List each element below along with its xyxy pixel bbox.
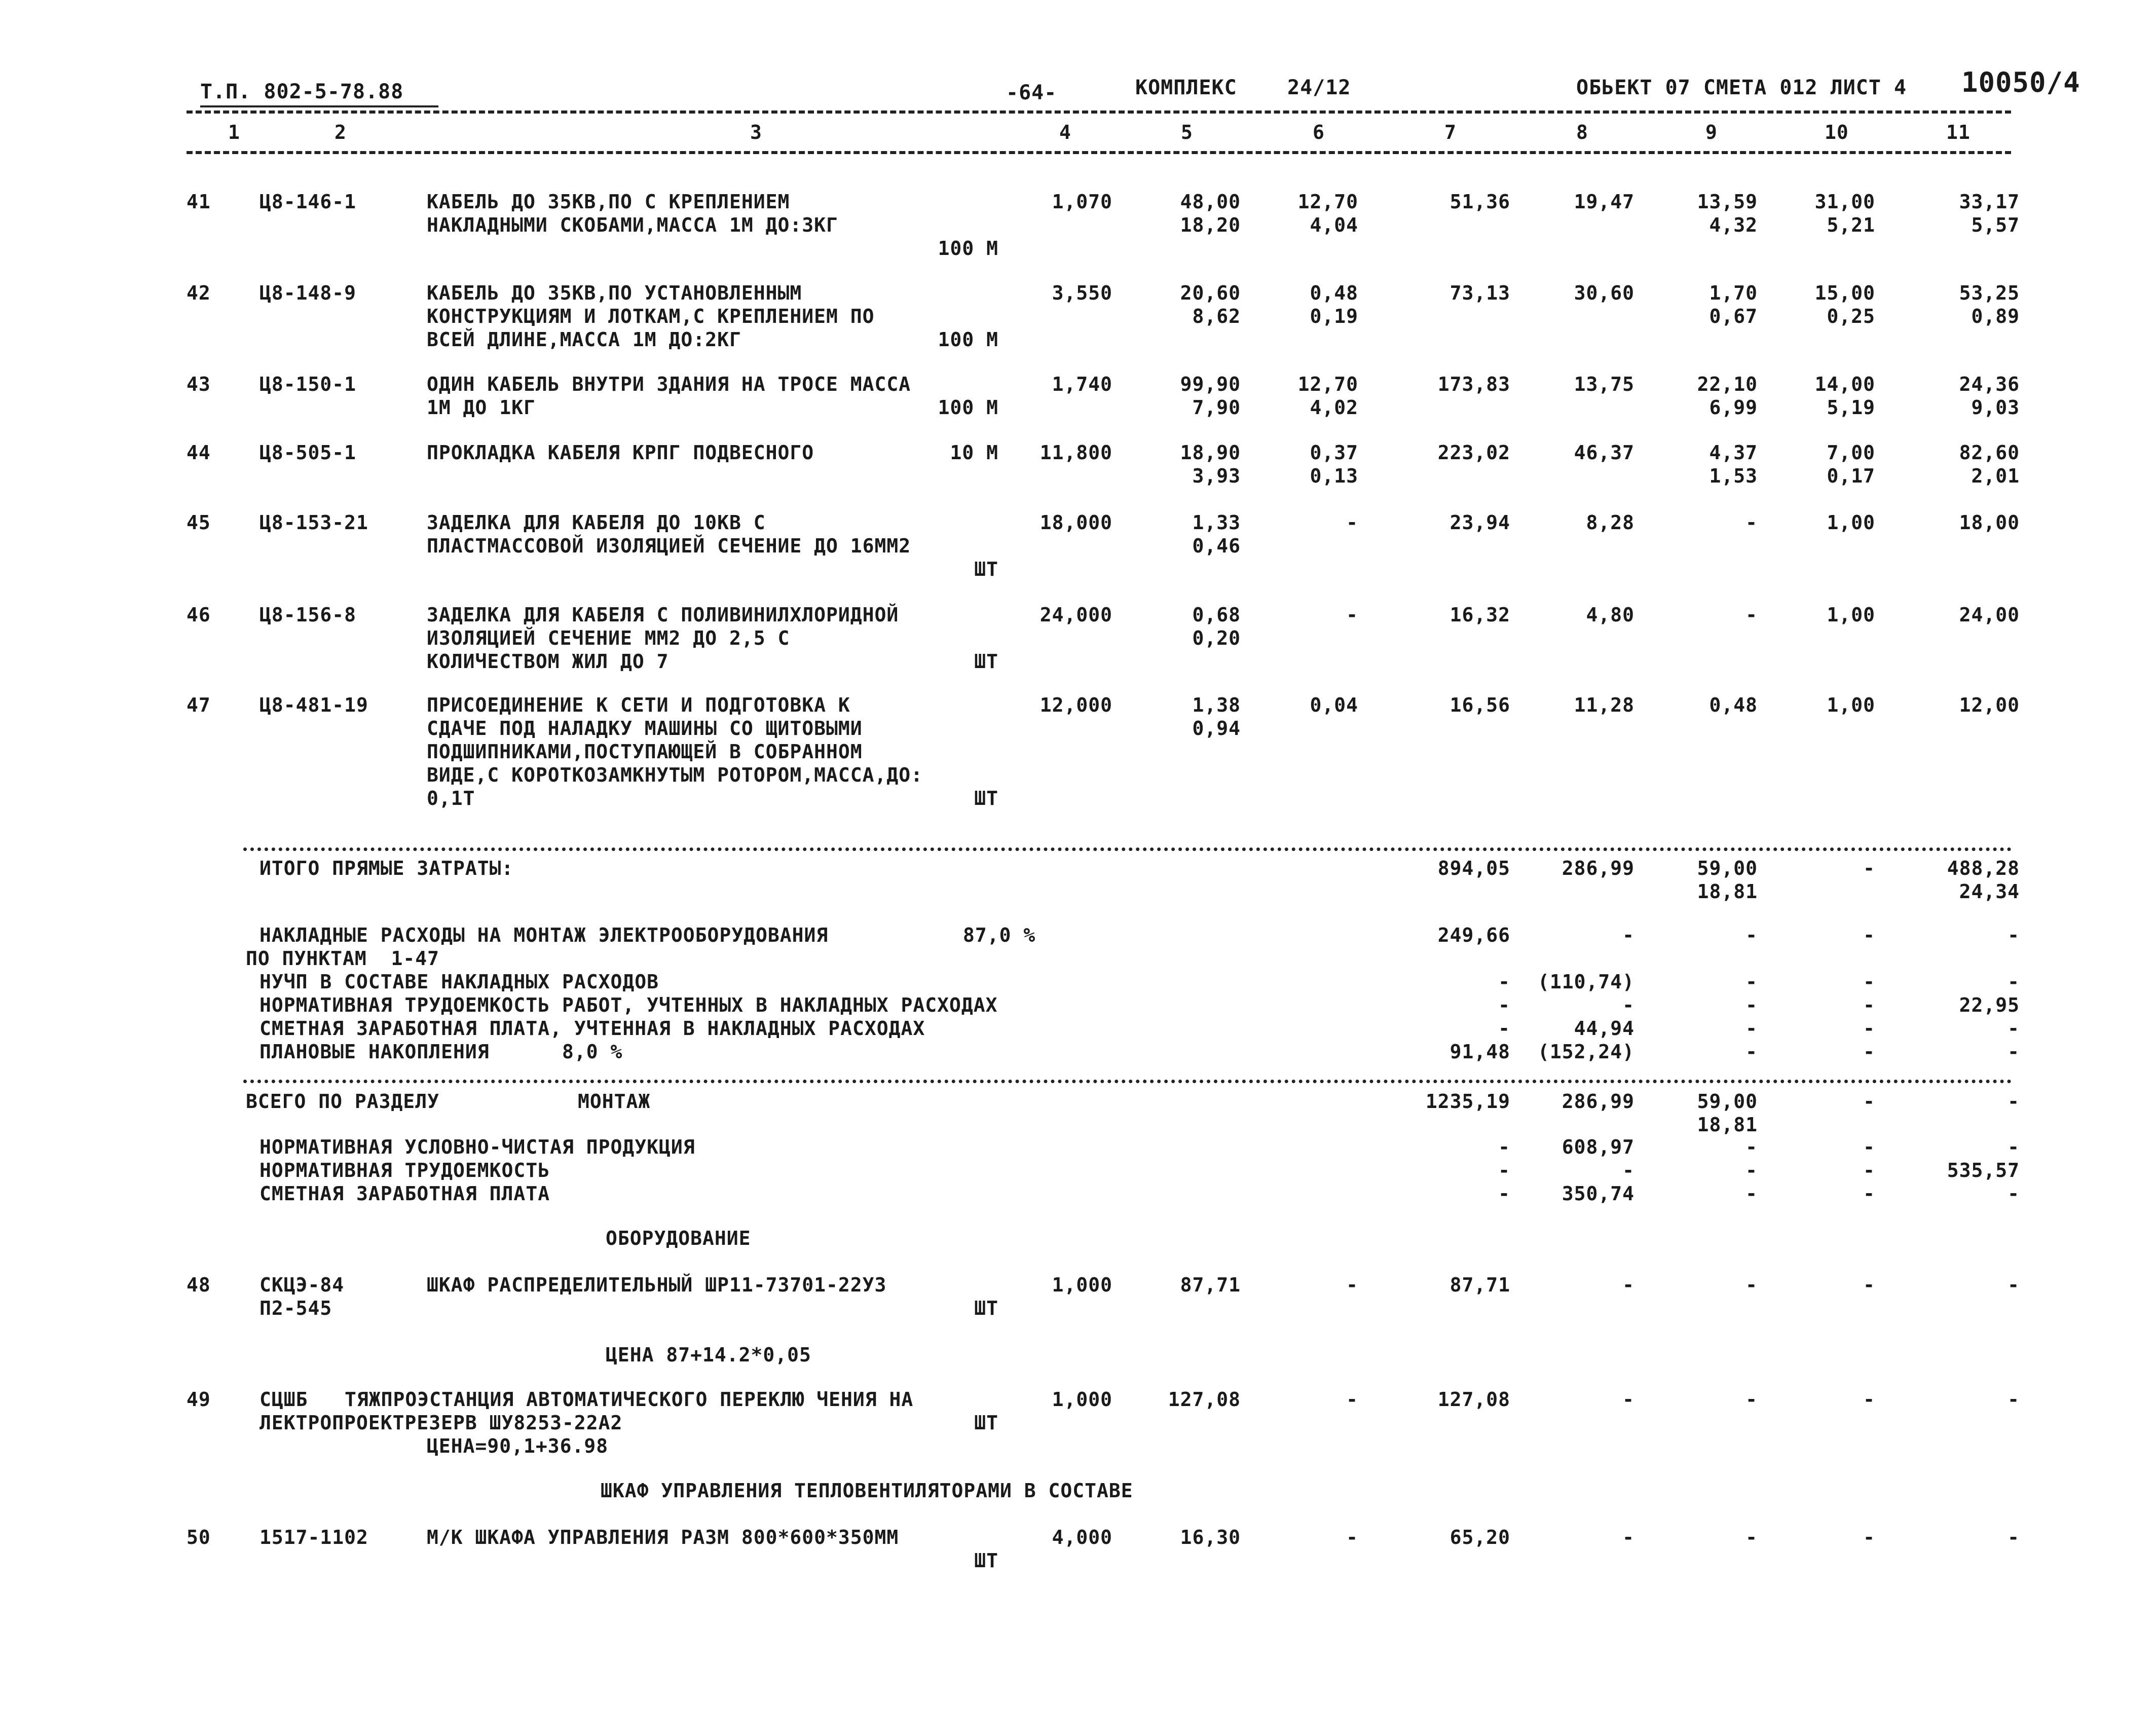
work-description: ИЗОЛЯЦИЕЙ СЕЧЕНИЕ ММ2 ДО 2,5 С bbox=[427, 627, 790, 649]
value-c8: 13,75 bbox=[1574, 373, 1634, 395]
overhead-sub-c7: - bbox=[1498, 994, 1510, 1016]
column-header-5: 5 bbox=[1181, 121, 1193, 143]
column-header-1: 1 bbox=[228, 121, 240, 143]
overhead-c10: - bbox=[1863, 924, 1875, 946]
work-description: КАБЕЛЬ ДО 35КВ,ПО С КРЕПЛЕНИЕМ bbox=[427, 191, 790, 213]
rate-code-line2: П2-545 bbox=[259, 1297, 332, 1319]
equip49-c4: 1,000 bbox=[1052, 1388, 1112, 1411]
equipment-description: М/К ШКАФА УПРАВЛЕНИЯ РАЗМ 800*600*350ММ bbox=[427, 1526, 899, 1548]
work-description: ЗАДЕЛКА ДЛЯ КАБЕЛЯ С ПОЛИВИНИЛХЛОРИДНОЙ bbox=[427, 604, 899, 626]
overhead-sub-c7: - bbox=[1498, 971, 1510, 993]
overhead-c11: - bbox=[2008, 924, 2020, 946]
section-sub-c11: - bbox=[2008, 1183, 2020, 1205]
value-c5: 1,33 bbox=[1192, 511, 1241, 534]
column-header-9: 9 bbox=[1705, 121, 1718, 143]
equipment-description-line2: ЛЕКТРОПРОЕКТРЕЗЕРВ ШУ8253-22А2 bbox=[259, 1412, 623, 1434]
value-c10: 15,00 bbox=[1814, 282, 1875, 304]
overhead-sub-c8: 44,94 bbox=[1574, 1017, 1634, 1040]
sheet-stamp: 10050/4 bbox=[1961, 66, 2080, 98]
value-c10: 0,25 bbox=[1827, 305, 1875, 327]
equip50-c10: - bbox=[1863, 1526, 1875, 1548]
totals-divider bbox=[243, 847, 2012, 851]
value-c11: 9,03 bbox=[1971, 396, 2020, 419]
column-header-7: 7 bbox=[1444, 121, 1457, 143]
overhead-c7: 249,66 bbox=[1437, 924, 1510, 946]
row-number: 42 bbox=[187, 282, 211, 304]
equip48-c6: - bbox=[1346, 1274, 1358, 1296]
equip48-c7: 87,71 bbox=[1450, 1274, 1510, 1296]
overhead-label: НАКЛАДНЫЕ РАСХОДЫ НА МОНТАЖ ЭЛЕКТРООБОРУДОВАНИЯ bbox=[259, 924, 829, 946]
value-c7: 223,02 bbox=[1437, 441, 1510, 464]
value-c5: 0,46 bbox=[1192, 535, 1241, 557]
unit-of-measure: 10 М bbox=[950, 441, 998, 464]
object-info: ОБЬЕКТ 07 СМЕТА 012 ЛИСТ 4 bbox=[1576, 76, 1907, 99]
rate-code: Ц8-505-1 bbox=[259, 441, 357, 464]
value-c10: 5,21 bbox=[1827, 214, 1875, 236]
work-description: 0,1Т bbox=[427, 787, 475, 809]
row-number: 44 bbox=[187, 441, 211, 464]
column-header-2: 2 bbox=[335, 121, 347, 143]
quantity: 3,550 bbox=[1052, 282, 1112, 304]
section-sub-c9: - bbox=[1745, 1159, 1758, 1181]
work-description: КАБЕЛЬ ДО 35КВ,ПО УСТАНОВЛЕННЫМ bbox=[427, 282, 802, 304]
column-header-10: 10 bbox=[1825, 121, 1849, 143]
value-c9: 4,32 bbox=[1709, 214, 1758, 236]
unit-of-measure: ШТ bbox=[974, 1549, 998, 1572]
section-c10: - bbox=[1863, 1090, 1875, 1113]
overhead-c9: - bbox=[1745, 924, 1758, 946]
section-sub-c10: - bbox=[1863, 1159, 1875, 1181]
value-c11: 2,01 bbox=[1971, 465, 2020, 487]
equip50-c4: 4,000 bbox=[1052, 1526, 1112, 1548]
value-c9: - bbox=[1745, 604, 1758, 626]
overhead-sub-c9: - bbox=[1745, 1041, 1758, 1063]
column-header-8: 8 bbox=[1576, 121, 1588, 143]
overhead-sub-c9: - bbox=[1745, 971, 1758, 993]
unit-of-measure: ШТ bbox=[974, 787, 998, 809]
complex-label: КОМПЛЕКС bbox=[1135, 76, 1237, 99]
quantity: 24,000 bbox=[1039, 604, 1112, 626]
equip49-c9: - bbox=[1745, 1388, 1758, 1411]
work-description: НАКЛАДНЫМИ СКОБАМИ,МАССА 1М ДО:3КГ bbox=[427, 214, 838, 236]
value-c10: 7,00 bbox=[1827, 441, 1875, 464]
value-c6: - bbox=[1346, 511, 1358, 534]
value-c11: 0,89 bbox=[1971, 305, 2020, 327]
work-description: ПЛАСТМАССОВОЙ ИЗОЛЯЦИЕЙ СЕЧЕНИЕ ДО 16ММ2 bbox=[427, 535, 911, 557]
value-c9: 1,70 bbox=[1709, 282, 1758, 304]
value-c11: 82,60 bbox=[1959, 441, 2020, 464]
column-header-6: 6 bbox=[1313, 121, 1325, 143]
quantity: 11,800 bbox=[1039, 441, 1112, 464]
equip50-c7: 65,20 bbox=[1450, 1526, 1510, 1548]
overhead-sub-c8: - bbox=[1622, 994, 1634, 1016]
value-c6: 0,19 bbox=[1310, 305, 1358, 327]
rate-code: Ц8-156-8 bbox=[259, 604, 357, 626]
unit-of-measure: 100 М bbox=[938, 328, 998, 351]
direct-c10: - bbox=[1863, 857, 1875, 879]
equip49-c6: - bbox=[1346, 1388, 1358, 1411]
value-c9: 4,37 bbox=[1709, 441, 1758, 464]
direct-c9: 59,00 bbox=[1697, 857, 1758, 879]
value-c7: 23,94 bbox=[1450, 511, 1510, 534]
equip50-c9: - bbox=[1745, 1526, 1758, 1548]
value-c6: 0,13 bbox=[1310, 465, 1358, 487]
rate-code: Ц8-150-1 bbox=[259, 373, 357, 395]
page-number: -64- bbox=[1006, 81, 1057, 104]
value-c10: 5,19 bbox=[1827, 396, 1875, 419]
section-sub-c7: - bbox=[1498, 1159, 1510, 1181]
value-c10: 1,00 bbox=[1827, 694, 1875, 716]
section-total-label: ВСЕГО ПО РАЗДЕЛУ bbox=[246, 1090, 440, 1113]
section-divider bbox=[243, 1080, 2012, 1083]
value-c7: 173,83 bbox=[1437, 373, 1510, 395]
direct-c8: 286,99 bbox=[1562, 857, 1634, 879]
value-c6: 4,04 bbox=[1310, 214, 1358, 236]
overhead-sub-c9: - bbox=[1745, 994, 1758, 1016]
equip49-c8: - bbox=[1622, 1388, 1634, 1411]
quantity: 1,070 bbox=[1052, 191, 1112, 213]
equipment-group-heading: ШКАФ УПРАВЛЕНИЯ ТЕПЛОВЕНТИЛЯТОРАМИ В СОСТАВЕ bbox=[601, 1480, 1133, 1502]
value-c5: 0,20 bbox=[1192, 627, 1241, 649]
value-c11: 5,57 bbox=[1971, 214, 2020, 236]
overhead-items-range: ПО ПУНКТАМ 1-47 bbox=[246, 947, 440, 970]
overhead-percent: 87,0 % bbox=[963, 924, 1036, 946]
value-c11: 53,25 bbox=[1959, 282, 2020, 304]
rate-code: Ц8-481-19 bbox=[259, 694, 368, 716]
equip48-c10: - bbox=[1863, 1274, 1875, 1296]
value-c11: 18,00 bbox=[1959, 511, 2020, 534]
value-c6: - bbox=[1346, 604, 1358, 626]
value-c10: 1,00 bbox=[1827, 604, 1875, 626]
value-c5: 20,60 bbox=[1180, 282, 1241, 304]
overhead-sub-label: НУЧП В СОСТАВЕ НАКЛАДНЫХ РАСХОДОВ bbox=[259, 971, 659, 993]
work-description: ЗАДЕЛКА ДЛЯ КАБЕЛЯ ДО 10КВ С bbox=[427, 511, 766, 534]
complex-value: 24/12 bbox=[1287, 76, 1351, 99]
section-sub-c11: - bbox=[2008, 1136, 2020, 1158]
section-sub-c8: 608,97 bbox=[1562, 1136, 1634, 1158]
equip50-c5: 16,30 bbox=[1180, 1526, 1241, 1548]
overhead-sub-label: НОРМАТИВНАЯ ТРУДОЕМКОСТЬ РАБОТ, УЧТЕННЫХ В НАКЛАДНЫХ РАСХОДАХ bbox=[259, 994, 998, 1016]
header-rule-bottom bbox=[187, 151, 2011, 154]
value-c6: 12,70 bbox=[1297, 373, 1358, 395]
value-c9: 1,53 bbox=[1709, 465, 1758, 487]
value-c6: 0,04 bbox=[1310, 694, 1358, 716]
section-sub-label: НОРМАТИВНАЯ ТРУДОЕМКОСТЬ bbox=[259, 1159, 550, 1181]
work-description: ПОДШИПНИКАМИ,ПОСТУПАЮЩЕЙ В СОБРАННОМ bbox=[427, 741, 863, 763]
value-c9: - bbox=[1745, 511, 1758, 534]
overhead-sub-label: СМЕТНАЯ ЗАРАБОТНАЯ ПЛАТА, УЧТЕННАЯ В НАКЛАДНЫХ РАСХОДАХ bbox=[259, 1017, 925, 1040]
section-sub-c8: 350,74 bbox=[1562, 1183, 1634, 1205]
section-sub-c10: - bbox=[1863, 1136, 1875, 1158]
section-sub-c9: - bbox=[1745, 1136, 1758, 1158]
rate-code: 1517-1102 bbox=[259, 1526, 368, 1548]
quantity: 18,000 bbox=[1039, 511, 1112, 534]
row-number: 45 bbox=[187, 511, 211, 534]
overhead-sub-c8: (152,24) bbox=[1537, 1041, 1634, 1063]
value-c5: 0,68 bbox=[1192, 604, 1241, 626]
equip48-c5: 87,71 bbox=[1180, 1274, 1241, 1296]
row-number: 46 bbox=[187, 604, 211, 626]
value-c6: 4,02 bbox=[1310, 396, 1358, 419]
row-number: 47 bbox=[187, 694, 211, 716]
value-c10: 1,00 bbox=[1827, 511, 1875, 534]
value-c9: 22,10 bbox=[1697, 373, 1758, 395]
value-c5: 18,90 bbox=[1180, 441, 1241, 464]
value-c6: 12,70 bbox=[1297, 191, 1358, 213]
equip50-c6: - bbox=[1346, 1526, 1358, 1548]
unit-of-measure: ШТ bbox=[974, 1297, 998, 1319]
value-c11: 12,00 bbox=[1959, 694, 2020, 716]
work-description: ПРИСОЕДИНЕНИЕ К СЕТИ И ПОДГОТОВКА К bbox=[427, 694, 850, 716]
equip50-c8: - bbox=[1622, 1526, 1634, 1548]
value-c9: 13,59 bbox=[1697, 191, 1758, 213]
direct-costs-label: ИТОГО ПРЯМЫЕ ЗАТРАТЫ: bbox=[259, 857, 514, 879]
value-c5: 8,62 bbox=[1192, 305, 1241, 327]
value-c10: 31,00 bbox=[1814, 191, 1875, 213]
section-sub-label: НОРМАТИВНАЯ УСЛОВНО-ЧИСТАЯ ПРОДУКЦИЯ bbox=[259, 1136, 695, 1158]
equip49-c10: - bbox=[1863, 1388, 1875, 1411]
section-sub-c11: 535,57 bbox=[1947, 1159, 2020, 1181]
equip48-c9: - bbox=[1745, 1274, 1758, 1296]
rate-code: СКЦЭ-84 bbox=[259, 1274, 345, 1296]
overhead-sub-c8: (110,74) bbox=[1537, 971, 1634, 993]
column-header-11: 11 bbox=[1946, 121, 1971, 143]
section-name: МОНТАЖ bbox=[578, 1090, 651, 1113]
section-sub-c8: - bbox=[1622, 1159, 1634, 1181]
column-header-3: 3 bbox=[750, 121, 762, 143]
section-sub-c7: - bbox=[1498, 1136, 1510, 1158]
overhead-sub-c7: 91,48 bbox=[1450, 1041, 1510, 1063]
value-c11: 24,00 bbox=[1959, 604, 2020, 626]
equip50-c11: - bbox=[2008, 1526, 2020, 1548]
value-c11: 24,36 bbox=[1959, 373, 2020, 395]
row-number: 49 bbox=[187, 1388, 211, 1411]
direct-c11-sub: 24,34 bbox=[1959, 880, 2020, 903]
value-c8: 30,60 bbox=[1574, 282, 1634, 304]
value-c7: 16,32 bbox=[1450, 604, 1510, 626]
value-c8: 19,47 bbox=[1574, 191, 1634, 213]
overhead-sub-c11: - bbox=[2008, 971, 2020, 993]
rate-code: СЦШБ bbox=[259, 1388, 308, 1411]
work-description: ВИДЕ,С КОРОТКОЗАМКНУТЫМ РОТОРОМ,МАССА,ДО: bbox=[427, 764, 923, 786]
direct-c11: 488,28 bbox=[1947, 857, 2020, 879]
value-c5: 7,90 bbox=[1192, 396, 1241, 419]
section-c7: 1235,19 bbox=[1425, 1090, 1510, 1113]
overhead-sub-label: ПЛАНОВЫЕ НАКОПЛЕНИЯ 8,0 % bbox=[259, 1041, 623, 1063]
section-c8: 286,99 bbox=[1562, 1090, 1634, 1113]
overhead-sub-c10: - bbox=[1863, 1017, 1875, 1040]
value-c9: 0,48 bbox=[1709, 694, 1758, 716]
rate-code: Ц8-153-21 bbox=[259, 511, 368, 534]
value-c5: 99,90 bbox=[1180, 373, 1241, 395]
row-number: 48 bbox=[187, 1274, 211, 1296]
work-description: КОНСТРУКЦИЯМ И ЛОТКАМ,С КРЕПЛЕНИЕМ ПО bbox=[427, 305, 875, 327]
unit-of-measure: ШТ bbox=[974, 1412, 998, 1434]
work-description: ОДИН КАБЕЛЬ ВНУТРИ ЗДАНИЯ НА ТРОСЕ МАССА bbox=[427, 373, 911, 395]
equip48-c8: - bbox=[1622, 1274, 1634, 1296]
unit-of-measure: ШТ bbox=[974, 558, 998, 580]
value-c7: 51,36 bbox=[1450, 191, 1510, 213]
section-sub-c10: - bbox=[1863, 1183, 1875, 1205]
value-c5: 3,93 bbox=[1192, 465, 1241, 487]
value-c8: 4,80 bbox=[1586, 604, 1634, 626]
work-description: ПРОКЛАДКА КАБЕЛЯ КРПГ ПОДВЕСНОГО bbox=[427, 441, 814, 464]
row-number: 50 bbox=[187, 1526, 211, 1548]
price-formula: ЦЕНА 87+14.2*0,05 bbox=[606, 1344, 811, 1366]
value-c11: 33,17 bbox=[1959, 191, 2020, 213]
value-c5: 18,20 bbox=[1180, 214, 1241, 236]
rate-code: Ц8-148-9 bbox=[259, 282, 357, 304]
equipment-heading: ОБОРУДОВАНИЕ bbox=[606, 1227, 751, 1249]
equip49-c5: 127,08 bbox=[1168, 1388, 1241, 1411]
unit-of-measure: 100 М bbox=[938, 396, 998, 419]
value-c8: 46,37 bbox=[1574, 441, 1634, 464]
overhead-sub-c7: - bbox=[1498, 1017, 1510, 1040]
value-c10: 14,00 bbox=[1814, 373, 1875, 395]
value-c8: 11,28 bbox=[1574, 694, 1634, 716]
overhead-sub-c11: - bbox=[2008, 1017, 2020, 1040]
work-description: ВСЕЙ ДЛИНЕ,МАССА 1М ДО:2КГ bbox=[427, 328, 741, 351]
value-c7: 16,56 bbox=[1450, 694, 1510, 716]
unit-of-measure: ШТ bbox=[974, 650, 998, 673]
value-c6: 0,37 bbox=[1310, 441, 1358, 464]
value-c6: 0,48 bbox=[1310, 282, 1358, 304]
quantity: 1,740 bbox=[1052, 373, 1112, 395]
overhead-c8: - bbox=[1622, 924, 1634, 946]
row-number: 41 bbox=[187, 191, 211, 213]
column-header-4: 4 bbox=[1059, 121, 1071, 143]
equip48-c11: - bbox=[2008, 1274, 2020, 1296]
overhead-sub-c10: - bbox=[1863, 994, 1875, 1016]
equipment-description: ТЯЖПРОЭСТАНЦИЯ АВТОМАТИЧЕСКОГО ПЕРЕКЛЮ ЧЕНИЯ НА bbox=[345, 1388, 914, 1411]
quantity: 12,000 bbox=[1039, 694, 1112, 716]
section-c9: 59,00 bbox=[1697, 1090, 1758, 1113]
direct-c9-sub: 18,81 bbox=[1697, 880, 1758, 903]
value-c5: 48,00 bbox=[1180, 191, 1241, 213]
section-c9-sub: 18,81 bbox=[1697, 1114, 1758, 1136]
value-c9: 0,67 bbox=[1709, 305, 1758, 327]
overhead-sub-c10: - bbox=[1863, 1041, 1875, 1063]
header-rule-top bbox=[187, 110, 2011, 114]
work-description: СДАЧЕ ПОД НАЛАДКУ МАШИНЫ СО ЩИТОВЫМИ bbox=[427, 717, 863, 740]
doc-code-underline bbox=[200, 105, 438, 107]
work-description: 1М ДО 1КГ bbox=[427, 396, 536, 419]
work-description: КОЛИЧЕСТВОМ ЖИЛ ДО 7 bbox=[427, 650, 669, 673]
overhead-sub-c11: 22,95 bbox=[1959, 994, 2020, 1016]
equipment-description: ШКАФ РАСПРЕДЕЛИТЕЛЬНЫЙ ШР11-73701-22У3 bbox=[427, 1274, 887, 1296]
value-c5: 0,94 bbox=[1192, 717, 1241, 740]
value-c7: 73,13 bbox=[1450, 282, 1510, 304]
doc-code: Т.П. 802-5-78.88 bbox=[200, 80, 404, 103]
overhead-sub-c10: - bbox=[1863, 971, 1875, 993]
value-c9: 6,99 bbox=[1709, 396, 1758, 419]
section-sub-c7: - bbox=[1498, 1183, 1510, 1205]
direct-c7: 894,05 bbox=[1437, 857, 1510, 879]
rate-code: Ц8-146-1 bbox=[259, 191, 357, 213]
overhead-sub-c9: - bbox=[1745, 1017, 1758, 1040]
equip49-c11: - bbox=[2008, 1388, 2020, 1411]
section-sub-c9: - bbox=[1745, 1183, 1758, 1205]
unit-of-measure: 100 М bbox=[938, 237, 998, 260]
equip49-c7: 127,08 bbox=[1437, 1388, 1510, 1411]
section-c11: - bbox=[2008, 1090, 2020, 1113]
row-number: 43 bbox=[187, 373, 211, 395]
price-formula: ЦЕНА=90,1+36.98 bbox=[427, 1435, 609, 1457]
value-c10: 0,17 bbox=[1827, 465, 1875, 487]
value-c5: 1,38 bbox=[1192, 694, 1241, 716]
section-sub-label: СМЕТНАЯ ЗАРАБОТНАЯ ПЛАТА bbox=[259, 1183, 550, 1205]
overhead-sub-c11: - bbox=[2008, 1041, 2020, 1063]
equip48-c4: 1,000 bbox=[1052, 1274, 1112, 1296]
value-c8: 8,28 bbox=[1586, 511, 1634, 534]
